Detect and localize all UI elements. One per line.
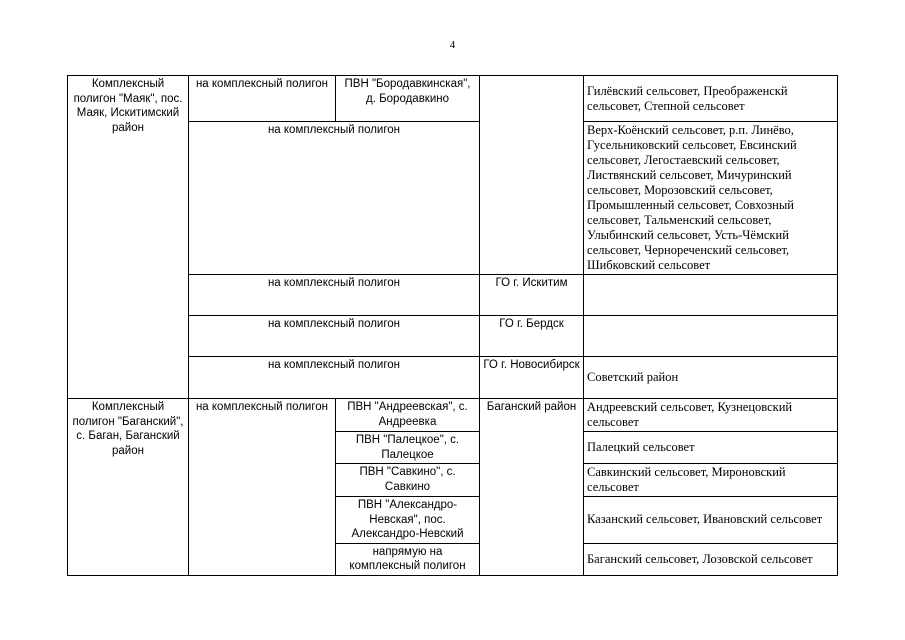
route-cell: на комплексный полигон xyxy=(189,122,480,275)
table-row xyxy=(68,399,838,432)
settlements-cell: Казанский сельсовет, Ивановский сельсовет xyxy=(584,497,838,544)
route-cell: на комплексный полигон xyxy=(189,275,480,316)
settlements-cell: Андреевский сельсовет, Кузнецовский сельсовет xyxy=(584,399,838,432)
district-cell: ГО г. Новосибирск xyxy=(480,357,584,399)
settlements-cell xyxy=(584,316,838,357)
district-cell: ГО г. Бердск xyxy=(480,316,584,357)
settlements-cell: Верх-Коёнский сельсовет, р.п. Линёво, Гусельниковский сельсовет, Евсинский сельсовет, Легостаевский сельсовет, Листвянский сельсовет, Мичуринский сельсовет, Морозовский сельсовет, Промышленный сельсовет, Совхозный сельсовет, Тальменский сельсовет, Улыбинский сельсовет, Усть-Чёмский сельсовет, Чернореченский сельсовет, Шибковский сельсовет xyxy=(584,122,838,275)
route-cell: на комплексный полигон xyxy=(189,357,480,399)
station-cell: ПВН "Андреевская", с. Андреевка xyxy=(336,399,480,432)
settlements-cell: Палецкий сельсовет xyxy=(584,432,838,464)
page-number: 4 xyxy=(449,39,456,51)
route-cell: на комплексный полигон xyxy=(189,399,336,576)
route-cell: на комплексный полигон xyxy=(189,76,336,122)
district-cell-empty xyxy=(480,76,584,275)
station-cell: ПВН "Палецкое", с. Палецкое xyxy=(336,432,480,464)
station-cell: ПВН "Бородавкинская", д. Бородавкино xyxy=(336,76,480,122)
settlements-cell: Советский район xyxy=(584,357,838,399)
route-cell: на комплексный полигон xyxy=(189,316,480,357)
settlements-cell xyxy=(584,275,838,316)
district-cell: ГО г. Искитим xyxy=(480,275,584,316)
station-cell: ПВН "Савкино", с. Савкино xyxy=(336,464,480,497)
district-cell: Баганский район xyxy=(480,399,584,576)
polygon-bagansky-cell: Комплексный полигон "Баганский", с. Баган, Баганский район xyxy=(68,399,189,576)
station-cell: ПВН "Александро-Невская", пос. Александро-Невский xyxy=(336,497,480,544)
settlements-cell: Гилёвский сельсовет, Преображенскй сельсовет, Степной сельсовет xyxy=(584,76,838,122)
settlements-cell: Баганский сельсовет, Лозовской сельсовет xyxy=(584,543,838,575)
settlements-cell: Савкинский сельсовет, Мироновский сельсовет xyxy=(584,464,838,497)
polygon-mayak-cell: Комплексный полигон "Маяк", пос. Маяк, Искитимский район xyxy=(68,76,189,399)
station-cell: напрямую на комплексный полигон xyxy=(336,543,480,575)
polygon-table xyxy=(67,75,838,576)
table-row xyxy=(68,76,838,122)
